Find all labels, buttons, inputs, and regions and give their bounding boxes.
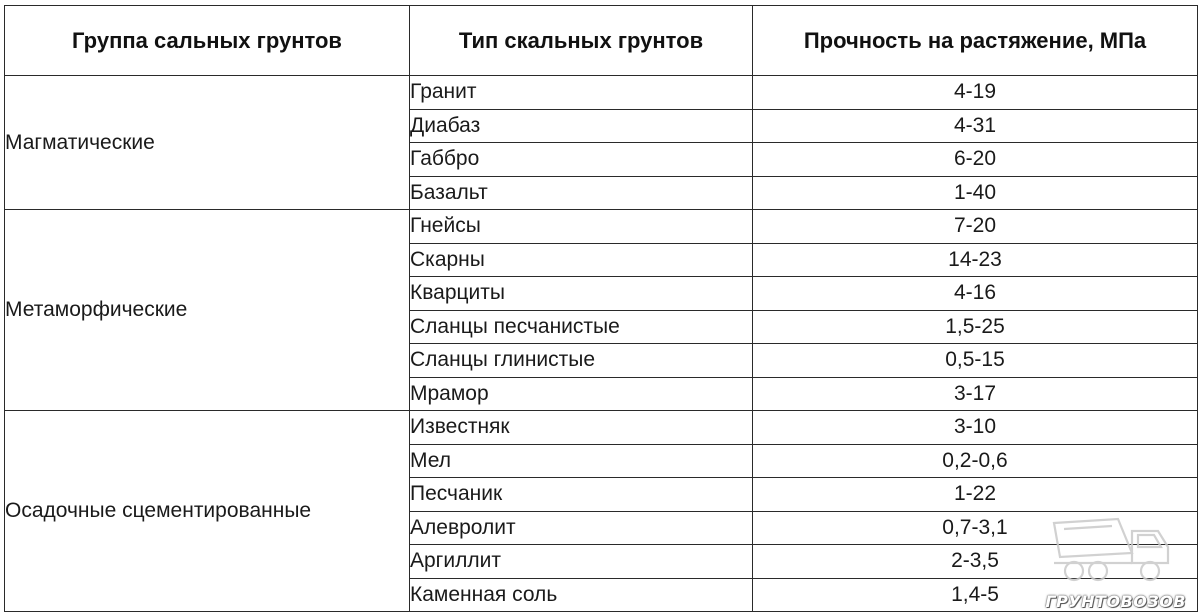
header-group: Группа сальных грунтов (5, 6, 410, 76)
strength-value-cell: 3-17 (753, 377, 1198, 411)
rock-type-cell: Сланцы песчанистые (410, 310, 753, 344)
rock-type-cell: Сланцы глинистые (410, 344, 753, 378)
header-type: Тип скальных грунтов (410, 6, 753, 76)
header-strength: Прочность на растяжение, МПа (753, 6, 1198, 76)
group-name-cell: Осадочные сцементированные (5, 411, 410, 612)
group-name-cell: Метаморфические (5, 210, 410, 411)
rock-type-cell: Габбро (410, 143, 753, 177)
strength-value-cell: 14-23 (753, 243, 1198, 277)
table-row (5, 411, 1198, 445)
rock-type-cell: Диабаз (410, 109, 753, 143)
strength-value-cell: 1,5-25 (753, 310, 1198, 344)
rock-strength-table (4, 5, 1198, 612)
strength-value-cell: 4-16 (753, 277, 1198, 311)
strength-value-cell: 7-20 (753, 210, 1198, 244)
watermark-text: ГРУНТОВОЗОВ (1045, 592, 1186, 611)
table-row (5, 76, 1198, 110)
strength-value-cell: 0,2-0,6 (753, 444, 1198, 478)
strength-value-cell: 3-10 (753, 411, 1198, 445)
rock-type-cell: Алевролит (410, 511, 753, 545)
strength-value-cell: 2-3,5 (753, 545, 1198, 579)
strength-value-cell: 1,4-5 (753, 578, 1198, 612)
rock-type-cell: Аргиллит (410, 545, 753, 579)
table-body (5, 76, 1198, 612)
strength-value-cell: 0,5-15 (753, 344, 1198, 378)
rock-type-cell: Базальт (410, 176, 753, 210)
header-row (5, 6, 1198, 76)
table-row (5, 210, 1198, 244)
strength-value-cell: 4-31 (753, 109, 1198, 143)
rock-type-cell: Мрамор (410, 377, 753, 411)
rock-type-cell: Мел (410, 444, 753, 478)
strength-value-cell: 0,7-3,1 (753, 511, 1198, 545)
rock-type-cell: Скарны (410, 243, 753, 277)
rock-type-cell: Гнейсы (410, 210, 753, 244)
rock-type-cell: Известняк (410, 411, 753, 445)
strength-value-cell: 1-40 (753, 176, 1198, 210)
dump-truck-icon (1040, 501, 1190, 591)
rock-type-cell: Кварциты (410, 277, 753, 311)
rock-type-cell: Песчаник (410, 478, 753, 512)
strength-value-cell: 1-22 (753, 478, 1198, 512)
watermark (1040, 501, 1190, 611)
strength-value-cell: 6-20 (753, 143, 1198, 177)
group-name-cell: Магматические (5, 76, 410, 210)
strength-value-cell: 4-19 (753, 76, 1198, 110)
rock-type-cell: Гранит (410, 76, 753, 110)
rock-type-cell: Каменная соль (410, 578, 753, 612)
